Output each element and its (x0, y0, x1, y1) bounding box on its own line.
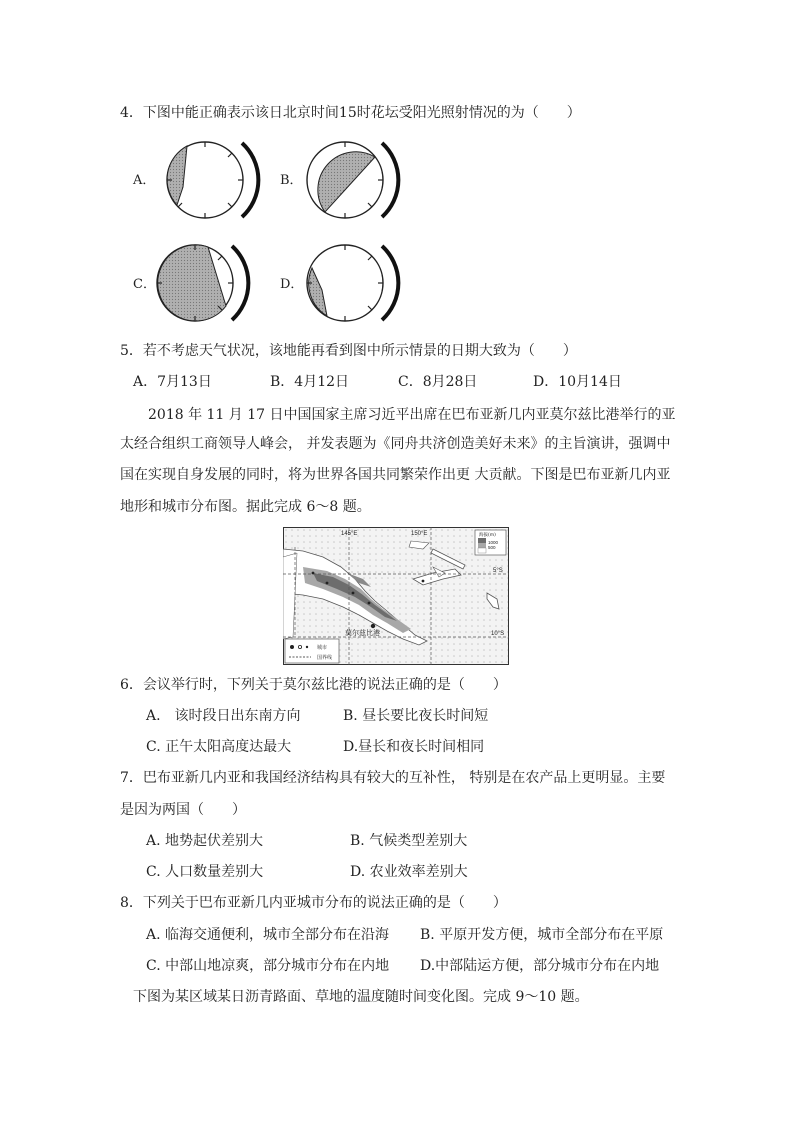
label-150e: 150°E (411, 531, 428, 537)
q6-option-c[interactable]: C. 正午太阳高度达最大 (146, 739, 292, 755)
symbol-legend (285, 639, 339, 663)
q4-option-c-label[interactable]: C． (133, 277, 156, 292)
q6-option-b[interactable]: B. 昼长要比夜长时间短 (343, 708, 489, 724)
q8-option-c[interactable]: C. 中部山地凉爽，部分城市分布在内地 (146, 958, 390, 974)
city-port-moresby (371, 624, 375, 628)
q6-option-d[interactable]: D.昼长和夜长时间相同 (343, 739, 485, 755)
q5-option-c[interactable]: C．8月28日 (398, 374, 478, 390)
label-port-moresby: 莫尔兹比港 (345, 629, 380, 637)
city-dot-1 (326, 582, 329, 585)
q5-option-a[interactable]: A．7月13日 (133, 374, 212, 390)
sun-diagram-a[interactable] (160, 135, 270, 225)
label-10s: 10°S (491, 631, 505, 637)
q8-stem: 8．下列关于巴布亚新几内亚城市分布的说法正确的是（ ） (120, 895, 507, 911)
papua-new-guinea-map (283, 527, 509, 665)
q7-option-a[interactable]: A. 地势起伏差别大 (146, 833, 264, 849)
q4-option-b-label[interactable]: B． (280, 173, 303, 188)
q7-stem-line-2: 是因为两国（ ） (120, 802, 246, 818)
q7-option-d[interactable]: D. 农业效率差别大 (350, 864, 468, 880)
q6-stem: 6．会议举行时，下列关于莫尔兹比港的说法正确的是（ ） (120, 677, 507, 693)
q7-option-c[interactable]: C. 人口数量差别大 (146, 864, 264, 880)
q8-option-b[interactable]: B. 平原开发方便，城市全部分布在平原 (420, 927, 664, 943)
legend-1000: 1000 (488, 540, 499, 545)
q4-option-a-label[interactable]: A． (133, 173, 156, 188)
passage-line-3: 国在实现自身发展的同时，将为世界各国共同繁荣作出更 大贡献。下图是巴布亚新几内亚 (120, 467, 671, 483)
city-dot-5 (422, 580, 425, 583)
q7-option-b[interactable]: B. 气候类型差别大 (350, 833, 468, 849)
legend-title: 海拔(m) (479, 533, 496, 538)
q7-stem-line-1: 7．巴布亚新几内亚和我国经济结构具有较大的互补性， 特别是在农产品上更明显。主要 (120, 770, 666, 786)
passage-line-4: 地形和城市分布图。据此完成 6～8 题。 (120, 499, 371, 515)
elevation-legend (475, 530, 506, 555)
city-dot-4 (312, 572, 315, 575)
q4-stem: 4．下图中能正确表示该日北京时间15时花坛受阳光照射情况的为（ ） (120, 105, 581, 121)
sun-diagram-b[interactable] (300, 135, 410, 225)
legend-border: 国界线 (317, 655, 333, 661)
legend-500: 500 (488, 545, 496, 550)
q5-stem: 5．若不考虑天气状况，该地能再看到图中所示情景的日期大致为（ ） (120, 343, 577, 359)
q8-option-d[interactable]: D.中部陆运方便，部分城市分布在内地 (420, 958, 660, 974)
passage-line-2: 太经合组织工商领导人峰会， 并发表题为《同舟共济创造美好未来》的主旨演讲，强调中 (120, 436, 671, 452)
label-5s: 5°S (493, 568, 503, 574)
label-145e: 145°E (341, 531, 358, 537)
sun-diagram-d[interactable] (300, 238, 410, 328)
passage-line-1: 2018 年 11 月 17 日中国国家主席习近平出席在巴布亚新几内亚莫尔兹比港举行的亚 (148, 407, 676, 423)
q6-option-a[interactable]: A. 该时段日出东南方向 (146, 708, 301, 724)
city-dot-2 (352, 592, 355, 595)
intro-q9-10: 下图为某区域某日沥青路面、草地的温度随时间变化图。完成 9～10 题。 (133, 989, 589, 1005)
q5-option-b[interactable]: B．4月12日 (270, 374, 350, 390)
q5-option-d[interactable]: D．10月14日 (533, 374, 622, 390)
city-dot-3 (368, 602, 371, 605)
legend-city: 城市 (317, 645, 328, 651)
sun-diagram-c[interactable] (150, 238, 260, 328)
q4-option-d-label[interactable]: D． (280, 277, 304, 292)
q8-option-a[interactable]: A. 临海交通便利，城市全部分布在沿海 (146, 927, 390, 943)
